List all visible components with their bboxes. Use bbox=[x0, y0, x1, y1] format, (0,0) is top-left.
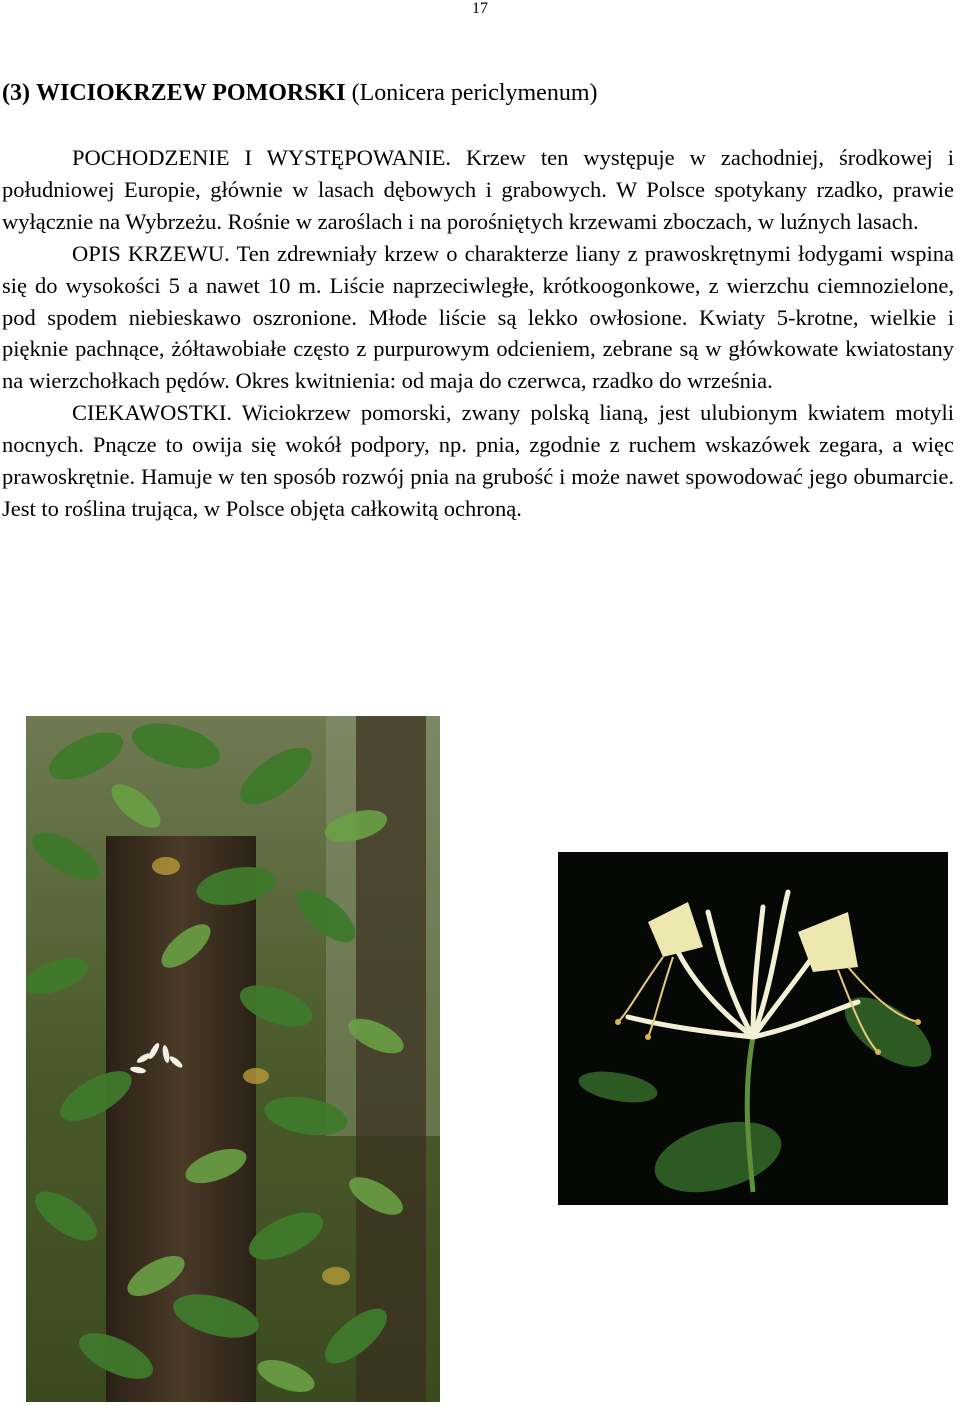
section-description bbox=[2, 238, 954, 398]
photo-honeysuckle-flowers bbox=[558, 852, 948, 1205]
section-text: Wiciokrzew pomorski, zwany polską lianą, jest ulubionym kwiatem motyli nocnych. Pnącze to owija się wokół podpory, np. pnia, zgodnie z ruchem wskazówek zegara, a więc prawoskrętnie. Hamuje w ten sposób rozwój pnia na grubość i może nawet spowodować jego obumarcie. Jest to roślina trująca, w Polsce objęta całkowitą ochroną. bbox=[2, 400, 954, 521]
title-latin: (Lonicera periclymenum) bbox=[351, 80, 598, 106]
title-number: (3) bbox=[2, 80, 30, 106]
page-number: 17 bbox=[472, 0, 488, 17]
photo-honeysuckle-vine bbox=[26, 716, 440, 1402]
section-text: Ten zdrewniały krzew o charakterze liany z prawoskrętnymi łodygami wspina się do wysokości 5 a nawet 10 m. Liście naprzeciwległe, krótkoogonkowe, z wierzchu ciemnozielone, pod spodem niebieskawo oszronione. Młode liście są lekko owłosione. Kwiaty 5-krotne, wielkie i pięknie pachnące, żółtawobiałe często z purpurowym odcieniem, zebrane są w główkowate kwiatostany na wierzchołkach pędów. Okres kwitnienia: od maja do czerwca, rzadko do września. bbox=[2, 240, 954, 394]
section-trivia bbox=[2, 397, 954, 525]
body-text bbox=[2, 142, 954, 525]
page-title bbox=[2, 80, 952, 107]
section-text: Krzew ten występuje w zachodniej, środkowej i południowej Europie, głównie w lasach dębowych i grabowych. W Polsce spotykany rzadko, prawie wyłącznie na Wybrzeżu. Rośnie w zaroślach i na porośniętych krzewami zboczach, w luźnych lasach. bbox=[2, 145, 954, 234]
photo-vine-graphic bbox=[26, 716, 440, 1402]
title-name: WICIOKRZEW POMORSKI bbox=[35, 80, 346, 106]
section-heading: CIEKAWOSTKI. bbox=[72, 400, 233, 426]
section-heading: POCHODZENIE I WYSTĘPOWANIE. bbox=[72, 145, 451, 170]
section-heading: OPIS KRZEWU. bbox=[72, 240, 230, 266]
section-origin bbox=[2, 142, 954, 238]
photo-flowers-graphic bbox=[558, 852, 948, 1205]
